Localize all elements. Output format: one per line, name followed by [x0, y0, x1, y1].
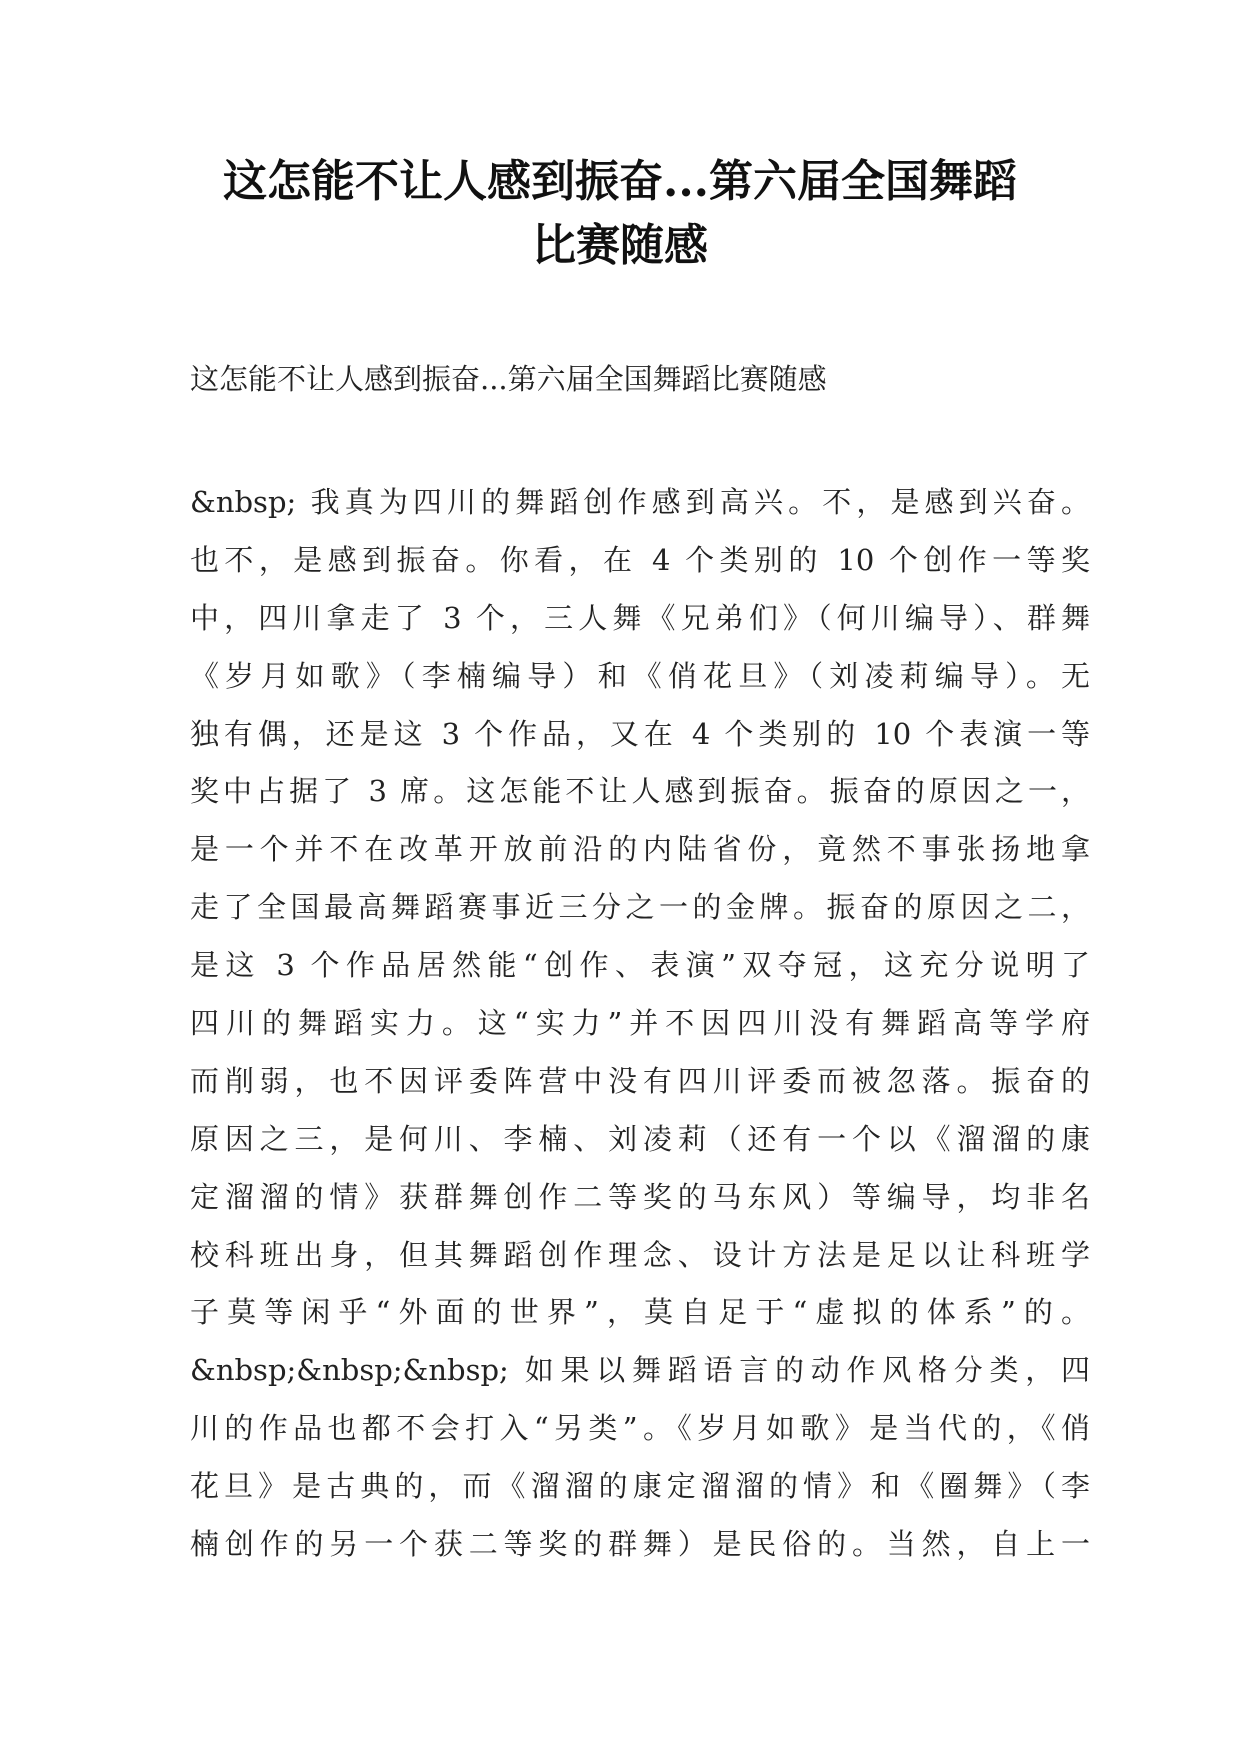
body-line: 定溜溜的情》获群舞创作二等奖的马东风）等编导，均非名 [190, 1179, 1090, 1214]
body-line: 走了全国最高舞蹈赛事近三分之一的金牌。振奋的原因之二， [190, 890, 1090, 925]
body-line: 原因之三，是何川、李楠、刘凌莉（还有一个以《溜溜的康 [190, 1121, 1090, 1156]
body-line: 是一个并不在改革开放前沿的内陆省份，竟然不事张扬地拿 [190, 832, 1090, 867]
document-subtitle: 这怎能不让人感到振奋...第六届全国舞蹈比赛随感 [190, 362, 827, 396]
body-line: 也不，是感到振奋。你看，在 4 个类别的 10 个创作一等奖 [190, 542, 1090, 577]
body-line: 花旦》是古典的，而《溜溜的康定溜溜的情》和《圈舞》（李 [190, 1469, 1090, 1504]
document-title [150, 150, 1090, 278]
body-line: 而削弱，也不因评委阵营中没有四川评委而被忽落。振奋的 [190, 1063, 1090, 1098]
body-line: 是这 3 个作品居然能“创作、表演”双夺冠，这充分说明了 [190, 948, 1090, 983]
title-line-1: 这怎能不让人感到振奋...第六届全国舞蹈 [223, 156, 1017, 207]
body-line: 《岁月如歌》（李楠编导）和《俏花旦》（刘凌莉编导）。无 [190, 658, 1090, 693]
body-line: &nbsp;&nbsp;&nbsp; 如果以舞蹈语言的动作风格分类，四 [190, 1353, 1090, 1388]
body-line: 子莫等闲乎“外面的世界”，莫自足于“虚拟的体系”的。 [190, 1295, 1090, 1330]
body-line: 奖中占据了 3 席。这怎能不让人感到振奋。振奋的原因之一， [190, 774, 1090, 809]
document-body [190, 474, 1090, 1574]
body-line: 楠创作的另一个获二等奖的群舞）是民俗的。当然，自上一 [190, 1527, 1090, 1562]
body-line: 川的作品也都不会打入“另类”。《岁月如歌》是当代的，《俏 [190, 1411, 1090, 1446]
body-line: &nbsp; 我真为四川的舞蹈创作感到高兴。不，是感到兴奋。 [190, 485, 1090, 519]
body-line: 中，四川拿走了 3 个，三人舞《兄弟们》（何川编导）、群舞 [190, 600, 1090, 635]
title-line-2: 比赛随感 [532, 220, 708, 271]
body-line: 校科班出身，但其舞蹈创作理念、设计方法是足以让科班学 [190, 1237, 1090, 1272]
body-line: 独有偶，还是这 3 个作品，又在 4 个类别的 10 个表演一等 [190, 716, 1090, 751]
body-line: 四川的舞蹈实力。这“实力”并不因四川没有舞蹈高等学府 [190, 1006, 1090, 1041]
